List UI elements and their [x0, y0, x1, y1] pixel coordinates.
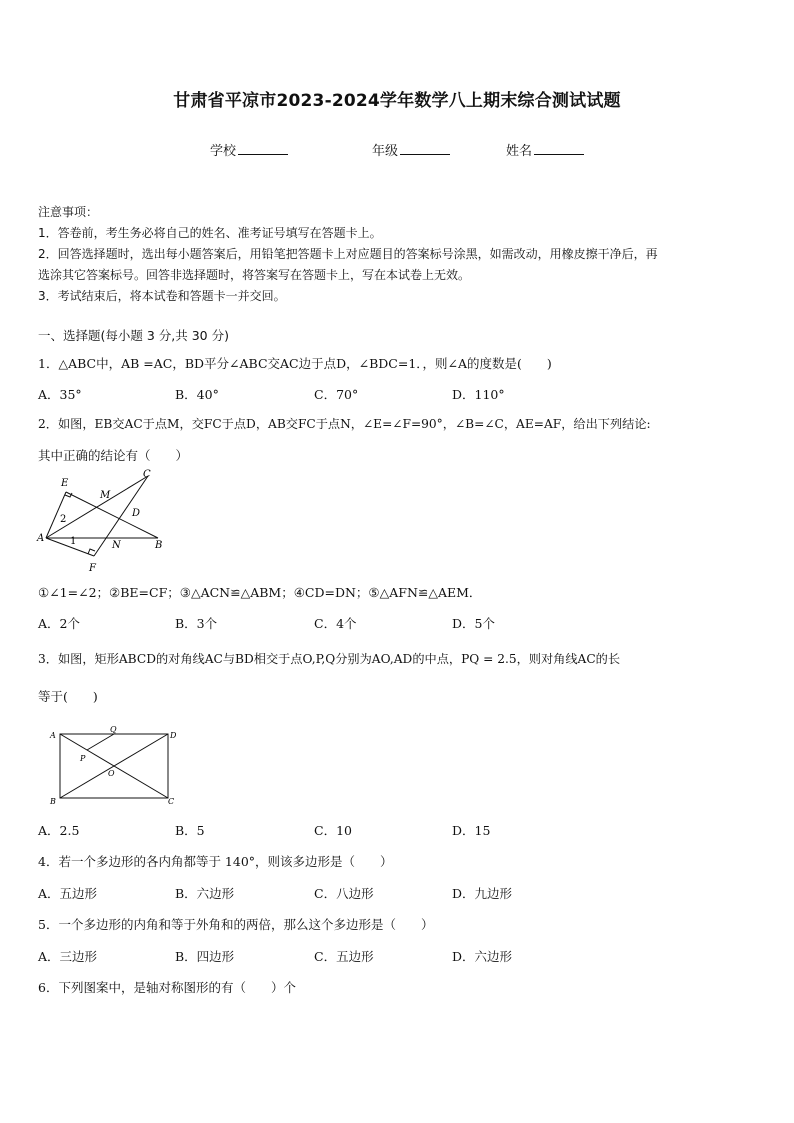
- exam-title: 甘肃省平凉市2023-2024学年数学八上期末综合测试试题: [173, 91, 621, 111]
- q4-option-c: C．八边形: [314, 886, 374, 901]
- label-angle-1: 1: [70, 536, 77, 547]
- q4-option-d: D．九边形: [452, 886, 513, 901]
- q3-option-d: D．15: [452, 823, 491, 838]
- notes-block: [38, 202, 758, 307]
- grade-label: 年级: [372, 144, 399, 159]
- q2-option-d: D．5个: [452, 616, 495, 631]
- label-a: A: [37, 533, 45, 544]
- q6-text: 6．下列图案中，是轴对称图形的有（ ）个: [38, 980, 296, 995]
- q2-option-c: C．4个: [314, 616, 357, 631]
- q5-option-a: A．三边形: [38, 949, 98, 964]
- label-b: B: [50, 797, 56, 806]
- label-c: C: [168, 797, 175, 806]
- right-angle-f: [88, 549, 95, 554]
- q2-line1: 2．如图，EB交AC于点M，交FC于点D，AB交FC于点N，∠E=∠F=90°，∠B=∠C，AE=AF，给出下列结论:: [38, 417, 651, 431]
- notes-heading: 注意事项：: [38, 205, 99, 219]
- label-b: B: [155, 540, 163, 551]
- school-field: [210, 140, 288, 159]
- label-o: O: [108, 769, 115, 778]
- grade-field: [372, 140, 450, 159]
- segment-eb: [66, 492, 158, 538]
- q2-line2: 其中正确的结论有（ ）: [38, 448, 189, 463]
- note-item: 1．答卷前，考生务必将自己的姓名、准考证号填写在答题卡上。: [38, 226, 382, 240]
- q4-option-a: A．五边形: [38, 886, 98, 901]
- q1-option-d: D．110°: [452, 387, 505, 402]
- name-field: [506, 140, 584, 159]
- name-label: 姓名: [506, 144, 533, 159]
- label-a: A: [50, 731, 56, 740]
- section-heading: 一、选择题(每小题 3 分,共 30 分): [38, 328, 229, 343]
- q1-text: 1．△ABC中，AB =AC，BD平分∠ABC交AC边于点D，∠BDC=1．，则∠A的度数是( ): [38, 356, 552, 371]
- note-item: 2．回答选择题时，选出每小题答案后，用铅笔把答题卡上对应题目的答案标号涂黑，如需改动，用橡皮擦干净后，再: [38, 247, 658, 261]
- label-c: C: [143, 469, 151, 480]
- q5-option-c: C．五边形: [314, 949, 374, 964]
- label-d: D: [170, 731, 177, 740]
- school-label: 学校: [210, 144, 237, 159]
- q3-option-c: C．10: [314, 823, 352, 838]
- q5-option-b: B．四边形: [175, 949, 235, 964]
- q1-option-b: B．40°: [175, 387, 219, 402]
- label-f: F: [89, 563, 96, 574]
- q2-conclusions: ①∠1=∠2；②BE=CF；③△ACN≌△ABM；④CD=DN；⑤△AFN≌△AEM．: [38, 585, 482, 600]
- q3-line1: 3．如图，矩形ABCD的对角线AC与BD相交于点O,P,Q分别为AO,AD的中点，PQ = 2.5，则对角线AC的长: [38, 652, 621, 666]
- grade-blank: [400, 142, 450, 155]
- q4-text: 4．若一个多边形的各内角都等于 140°，则该多边形是（ ）: [38, 854, 393, 869]
- q5-text: 5．一个多边形的内角和等于外角和的两倍，那么这个多边形是（ ）: [38, 917, 434, 932]
- label-m: M: [100, 490, 111, 501]
- label-p: P: [80, 754, 86, 763]
- school-blank: [238, 142, 288, 155]
- label-q: Q: [110, 725, 117, 734]
- label-angle-2: 2: [60, 514, 67, 525]
- q3-figure: [44, 724, 184, 810]
- label-d: D: [132, 508, 141, 519]
- name-blank: [534, 142, 584, 155]
- q2-figure: [34, 468, 174, 576]
- q2-option-a: A．2个: [38, 616, 80, 631]
- segment-pq: [87, 734, 114, 750]
- note-item: 选涂其它答案标号。回答非选择题时，将答案写在答题卡上，写在本试卷上无效。: [38, 268, 471, 282]
- q2-option-b: B．3个: [175, 616, 218, 631]
- q1-option-a: A．35°: [38, 387, 82, 402]
- q3-option-b: B．5: [175, 823, 205, 838]
- q4-option-b: B．六边形: [175, 886, 235, 901]
- q5-option-d: D．六边形: [452, 949, 513, 964]
- note-item: 3．考试结束后，将本试卷和答题卡一并交回。: [38, 289, 286, 303]
- q3-option-a: A．2.5: [38, 823, 80, 838]
- label-e: E: [61, 478, 69, 489]
- q1-option-c: C．70°: [314, 387, 359, 402]
- q3-line2: 等于( ): [38, 689, 98, 704]
- label-n: N: [112, 540, 121, 551]
